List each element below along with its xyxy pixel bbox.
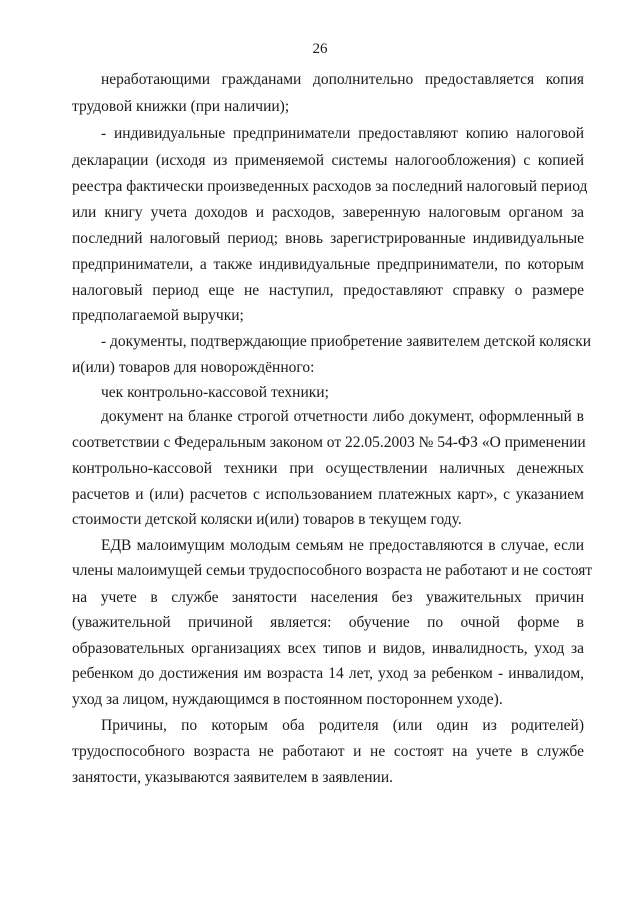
text-line: трудоспособного возраста не работают и не состоят на учете в службе <box>72 743 584 760</box>
text-line: предполагаемой выручки; <box>72 307 244 324</box>
text-line: - индивидуальные предприниматели предоставляют копию налоговой <box>101 125 584 142</box>
text-line: Причины, по которым оба родителя (или один из родителей) <box>101 717 584 734</box>
text-line: неработающими гражданами дополнительно предоставляется копия <box>101 71 584 88</box>
text-line: (уважительной причиной является: обучение по очной форме в <box>72 614 584 631</box>
text-line: - документы, подтверждающие приобретение заявителем детской коляски <box>101 333 592 350</box>
text-line: на учете в службе занятости населения без уважительных причин <box>72 589 584 606</box>
text-line: ребенком до достижения им возраста 14 лет, уход за ребенком - инвалидом, <box>72 665 584 682</box>
text-line: занятости, указываются заявителем в заявлении. <box>72 769 394 786</box>
page-number: 26 <box>312 41 328 57</box>
text-line: чек контрольно-кассовой техники; <box>101 384 329 401</box>
text-line: или книгу учета доходов и расходов, заверенную налоговым органом за <box>72 204 584 221</box>
text-line: соответствии с Федеральным законом от 22.05.2003 № 54-ФЗ «О применении <box>72 434 586 451</box>
text-line: стоимости детской коляски и(или) товаров в текущем году. <box>72 511 462 528</box>
text-line: уход за лицом, нуждающимся в постоянном постороннем уходе). <box>72 691 503 708</box>
text-line: документ на бланке строгой отчетности либо документ, оформленный в <box>101 408 584 425</box>
text-line: образовательных организациях всех типов и видов, инвалидность, уход за <box>72 640 584 657</box>
text-line: реестра фактически произведенных расходов за последний налоговый период <box>72 178 588 195</box>
text-line: и(или) товаров для новорождённого: <box>72 359 315 376</box>
text-line: ЕДВ малоимущим молодым семьям не предоставляются в случае, если <box>101 537 584 554</box>
text-line: контрольно-кассовой техники при осуществлении наличных денежных <box>72 460 584 477</box>
text-line: трудовой книжки (при наличии); <box>72 98 290 115</box>
text-line: предприниматели, а также индивидуальные предприниматели, по которым <box>72 256 584 273</box>
text-line: расчетов и (или) расчетов с использованием платежных карт», с указанием <box>72 486 584 503</box>
text-line: последний налоговый период; вновь зарегистрированные индивидуальные <box>72 230 584 247</box>
text-line: налоговый период еще не наступил, предоставляют справку о размере <box>72 282 584 299</box>
text-line: декларации (исходя из применяемой системы налогообложения) с копией <box>72 152 584 169</box>
text-line: члены малоимущей семьи трудоспособного возраста не работают и не состоят <box>72 562 593 579</box>
